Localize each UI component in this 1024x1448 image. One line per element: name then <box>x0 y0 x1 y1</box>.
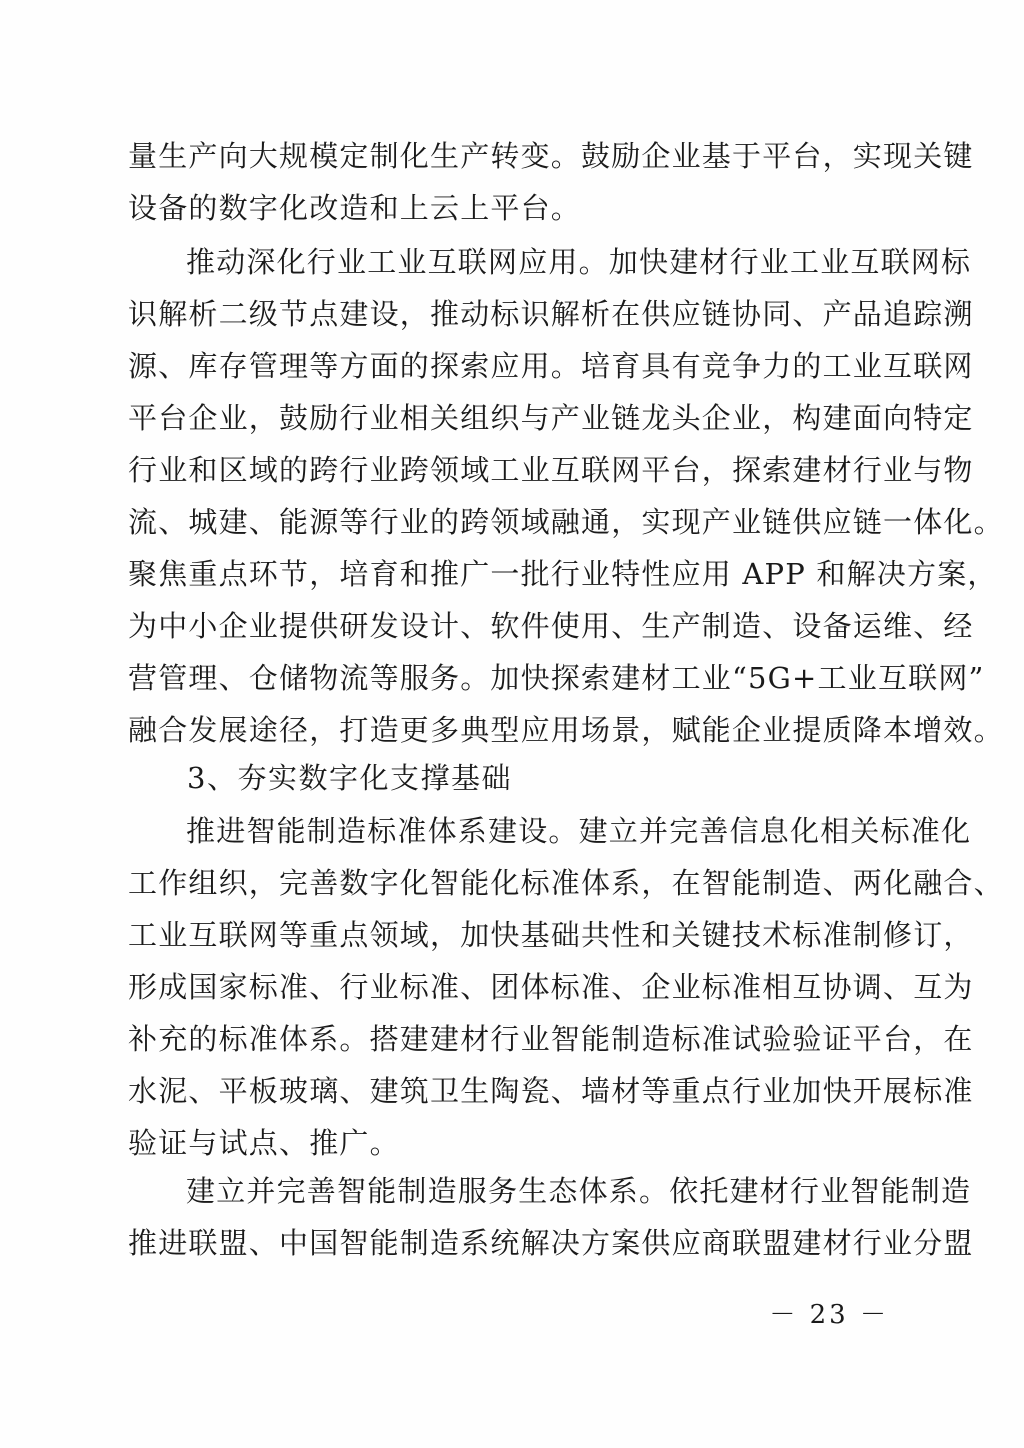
text-line: 量生产向大规模定制化生产转变。鼓励企业基于平台，实现关键 <box>128 139 974 173</box>
text-line: 补充的标准体系。搭建建材行业智能制造标准试验验证平台，在 <box>128 1022 974 1056</box>
text-line: 平台企业，鼓励行业相关组织与产业链龙头企业，构建面向特定 <box>128 401 974 435</box>
section-heading: 3、夯实数字化支撑基础 <box>187 761 512 795</box>
paragraph-service-ecosystem <box>128 1165 974 1269</box>
text-line: 设备的数字化改造和上云上平台。 <box>128 191 582 225</box>
text-line: 推进智能制造标准体系建设。建立并完善信息化相关标准化 <box>186 814 972 848</box>
text-line: 融合发展途径，打造更多典型应用场景，赋能企业提质降本增效。 <box>128 713 1004 747</box>
text-line: 推进联盟、中国智能制造系统解决方案供应商联盟建材行业分盟 <box>128 1226 974 1260</box>
text-line: 工业互联网等重点领域，加快基础共性和关键技术标准制修订， <box>128 918 974 952</box>
text-line: 工作组织，完善数字化智能化标准体系，在智能制造、两化融合、 <box>128 866 1004 900</box>
paragraph-standards <box>128 805 1004 1169</box>
page-number: － 23 － <box>769 1300 889 1330</box>
text-line: 源、库存管理等方面的探索应用。培育具有竞争力的工业互联网 <box>128 349 974 383</box>
text-line: 形成国家标准、行业标准、团体标准、企业标准相互协调、互为 <box>128 970 974 1004</box>
text-line: 识解析二级节点建设，推动标识解析在供应链协同、产品追踪溯 <box>128 297 974 331</box>
text-line: 建立并完善智能制造服务生态体系。依托建材行业智能制造 <box>186 1174 972 1208</box>
text-line: 流、城建、能源等行业的跨领域融通，实现产业链供应链一体化。 <box>128 505 1004 539</box>
text-line: 营管理、仓储物流等服务。加快探索建材工业“5G+工业互联网” <box>128 661 985 695</box>
text-line: 为中小企业提供研发设计、软件使用、生产制造、设备运维、经 <box>128 609 974 643</box>
text-line: 验证与试点、推广。 <box>128 1126 400 1160</box>
paragraph-continuation <box>128 130 974 234</box>
paragraph-industrial-internet <box>128 236 1004 756</box>
text-line: 行业和区域的跨行业跨领域工业互联网平台，探索建材行业与物 <box>128 453 974 487</box>
text-line: 水泥、平板玻璃、建筑卫生陶瓷、墙材等重点行业加快开展标准 <box>128 1074 974 1108</box>
text-line: 推动深化行业工业互联网应用。加快建材行业工业互联网标 <box>186 245 972 279</box>
text-line: 聚焦重点环节，培育和推广一批行业特性应用 APP 和解决方案， <box>128 557 998 591</box>
